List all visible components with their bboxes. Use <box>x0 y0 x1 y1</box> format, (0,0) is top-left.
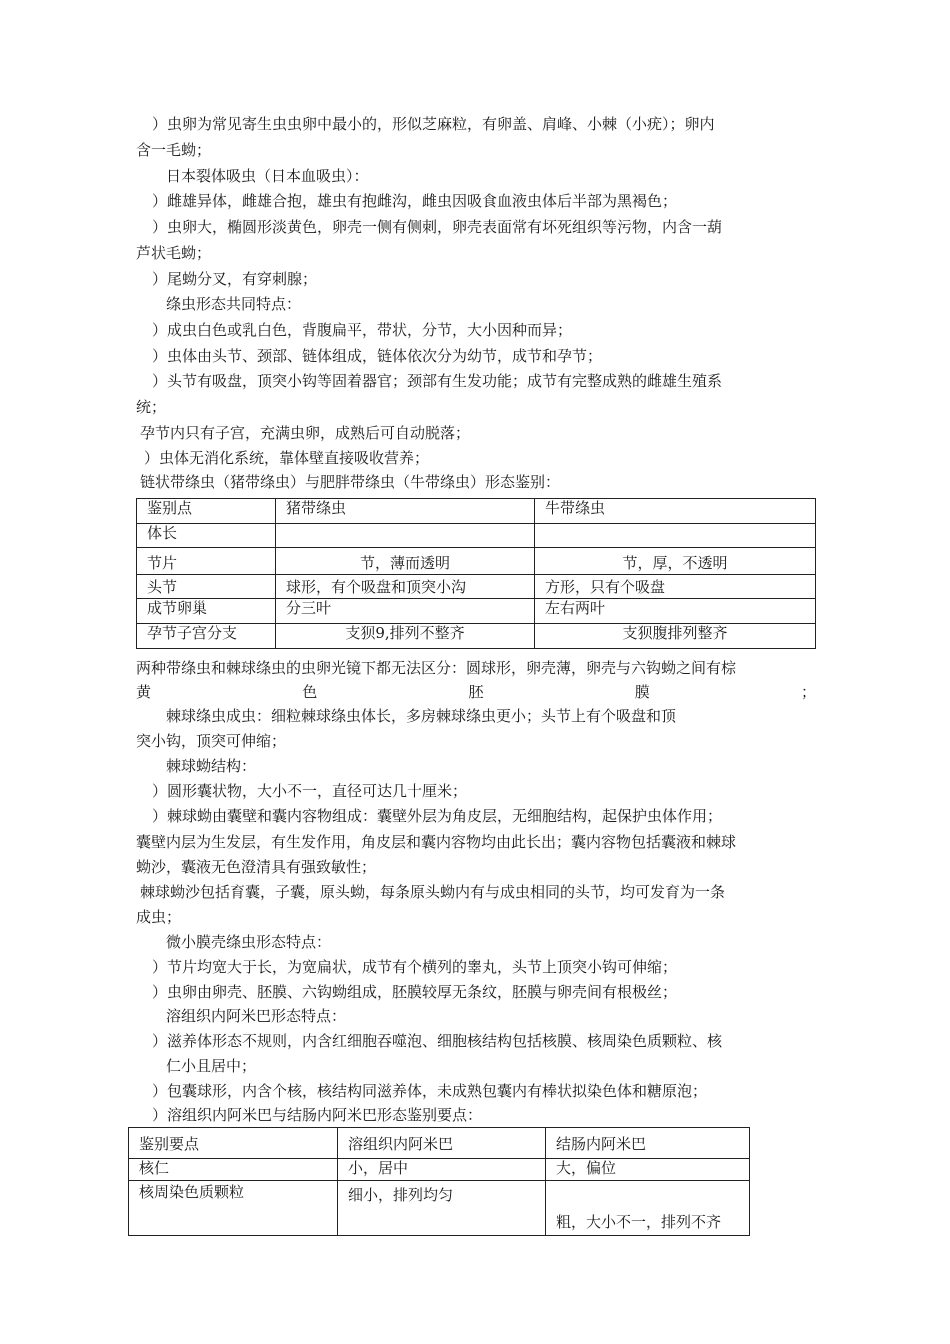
section-heading: 棘球蚴结构： <box>166 757 257 775</box>
text-line: 含一毛蚴； <box>136 141 212 159</box>
table-header-cell: 鉴别点 <box>137 499 276 524</box>
table-row <box>137 548 816 575</box>
table-header-row <box>137 499 816 524</box>
table-row <box>129 1181 750 1236</box>
table-cell: 节，薄而透明 <box>276 548 535 575</box>
table-header-cell: 溶组织内阿米巴 <box>338 1128 546 1159</box>
table-cell: 节，厚，不透明 <box>535 548 816 575</box>
amoeba-comparison-table <box>128 1127 750 1236</box>
text-line: ）虫卵由卵壳、胚膜、六钩蚴组成，胚膜较厚无条纹，胚膜与卵壳间有根极丝； <box>152 983 678 1001</box>
table-cell: 孕节子宫分支 <box>137 624 276 649</box>
table-cell: 大，偏位 <box>546 1159 750 1181</box>
text-line: ）虫卵为常见寄生虫虫卵中最小的，形似芝麻粒，有卵盖、肩峰、小棘（小疣）；卵内 <box>152 115 715 133</box>
table-caption: 链状带绦虫（猪带绦虫）与肥胖带绦虫（牛带绦虫）形态鉴别： <box>140 473 561 491</box>
text-line: 孕节内只有子宫，充满虫卵，成熟后可自动脱落； <box>140 424 471 442</box>
text-line: ）棘球蚴由囊壁和囊内容物组成：囊壁外层为角皮层，无细胞结构，起保护虫体作用； <box>152 807 723 825</box>
table-header-cell: 牛带绦虫 <box>535 499 816 524</box>
table-cell: 支狈9,排列不整齐 <box>276 624 535 649</box>
table-cell <box>535 524 816 548</box>
text-line: ）尾蚴分叉，有穿刺腺； <box>152 270 318 288</box>
table-caption: ）溶组织内阿米巴与结肠内阿米巴形态鉴别要点： <box>152 1106 483 1124</box>
text-line: 蚴沙，囊液无色澄清具有强致敏性； <box>136 858 377 876</box>
word: 黄 <box>136 683 152 701</box>
table-row <box>137 599 816 624</box>
table-cell: 分三叶 <box>276 599 535 624</box>
section-heading: 绦虫形态共同特点： <box>166 295 302 313</box>
text-line: 棘球蚴沙包括育囊，子囊，原头蚴，每条原头蚴内有与成虫相同的头节，均可发育为一条 <box>140 883 726 901</box>
text-line: ）包囊球形，内含个核，核结构同滋养体，未成熟包囊内有棒状拟染色体和糖原泡； <box>152 1082 708 1100</box>
table-cell: 左右两叶 <box>535 599 816 624</box>
section-heading: 日本裂体吸虫（日本血吸虫）： <box>166 167 369 185</box>
text-line: 仁小且居中； <box>166 1057 257 1075</box>
word: 胚 <box>468 683 484 701</box>
table-cell <box>276 524 535 548</box>
text-line: ）节片均宽大于长，为宽扁状，成节有个横列的睾丸，头节上顶突小钩可伸缩； <box>152 958 678 976</box>
table-cell: 方形，只有个吸盘 <box>535 575 816 599</box>
tapeworm-comparison-table <box>136 498 816 649</box>
table-cell: 节片 <box>137 548 276 575</box>
table-cell: 细小，排列均匀 <box>338 1181 546 1236</box>
table-cell: 核仁 <box>129 1159 338 1181</box>
text-line: ）虫卵大，椭圆形淡黄色，卵壳一侧有侧刺，卵壳表面常有坏死组织等污物，内含一葫 <box>152 218 723 236</box>
text-line: 囊壁内层为生发层，有生发作用，角皮层和囊内容物均由此长出；囊内容物包括囊液和棘球 <box>136 833 737 851</box>
table-cell: 核周染色质颗粒 <box>129 1181 338 1236</box>
text-line: 突小钩，顶突可伸缩； <box>136 732 287 750</box>
word: ； <box>800 683 816 701</box>
text-line: ）滋养体形态不规则，内含红细胞吞噬泡、细胞核结构包括核膜、核周染色质颗粒、核 <box>152 1032 723 1050</box>
table-header-cell: 结肠内阿米巴 <box>546 1128 750 1159</box>
section-heading: 溶组织内阿米巴形态特点： <box>166 1007 347 1025</box>
table-row <box>129 1159 750 1181</box>
table-cell: 粗，大小不一，排列不齐 <box>546 1181 750 1236</box>
table-cell: 成节卵巢 <box>137 599 276 624</box>
table-row <box>137 524 816 548</box>
table-cell: 球形，有个吸盘和顶突小沟 <box>276 575 535 599</box>
text-line: 芦状毛蚴； <box>136 244 212 262</box>
text-line: 成虫； <box>136 908 182 926</box>
text-line: ）雌雄异体，雌雄合抱，雄虫有抱雌沟，雌虫因吸食血液虫体后半部为黑褐色； <box>152 192 678 210</box>
text-line: ）圆形囊状物，大小不一，直径可达几十厘米； <box>152 782 468 800</box>
text-line: ）虫体无消化系统，靠体壁直接吸收营养； <box>144 449 430 467</box>
text-line: ）成虫白色或乳白色，背腹扁平，带状，分节，大小因种而异； <box>152 321 573 339</box>
table-cell: 体长 <box>137 524 276 548</box>
text-line: ）虫体由头节、颈部、链体组成，链体依次分为幼节，成节和孕节； <box>152 347 603 365</box>
justified-line <box>136 682 816 702</box>
word: 膜 <box>634 683 650 701</box>
table-header-cell: 猪带绦虫 <box>276 499 535 524</box>
section-heading: 微小膜壳绦虫形态特点： <box>166 933 332 951</box>
word: 色 <box>302 683 318 701</box>
table-cell: 支狈腹排列整齐 <box>535 624 816 649</box>
text-line: ）头节有吸盘，顶突小钩等固着器官；颈部有生发功能；成节有完整成熟的雌雄生殖系 <box>152 372 723 390</box>
table-row <box>137 624 816 649</box>
text-line: 两种带绦虫和棘球绦虫的虫卵光镜下都无法区分：圆球形，卵壳薄，卵壳与六钩蚴之间有棕 <box>136 659 737 677</box>
text-line: 统； <box>136 398 167 416</box>
text-line: 棘球绦虫成虫：细粒棘球绦虫体长，多房棘球绦虫更小；头节上有个吸盘和顶 <box>166 707 677 725</box>
table-cell: 小，居中 <box>338 1159 546 1181</box>
table-cell: 头节 <box>137 575 276 599</box>
table-header-cell: 鉴别要点 <box>129 1128 338 1159</box>
table-row <box>137 575 816 599</box>
table-header-row <box>129 1128 750 1159</box>
